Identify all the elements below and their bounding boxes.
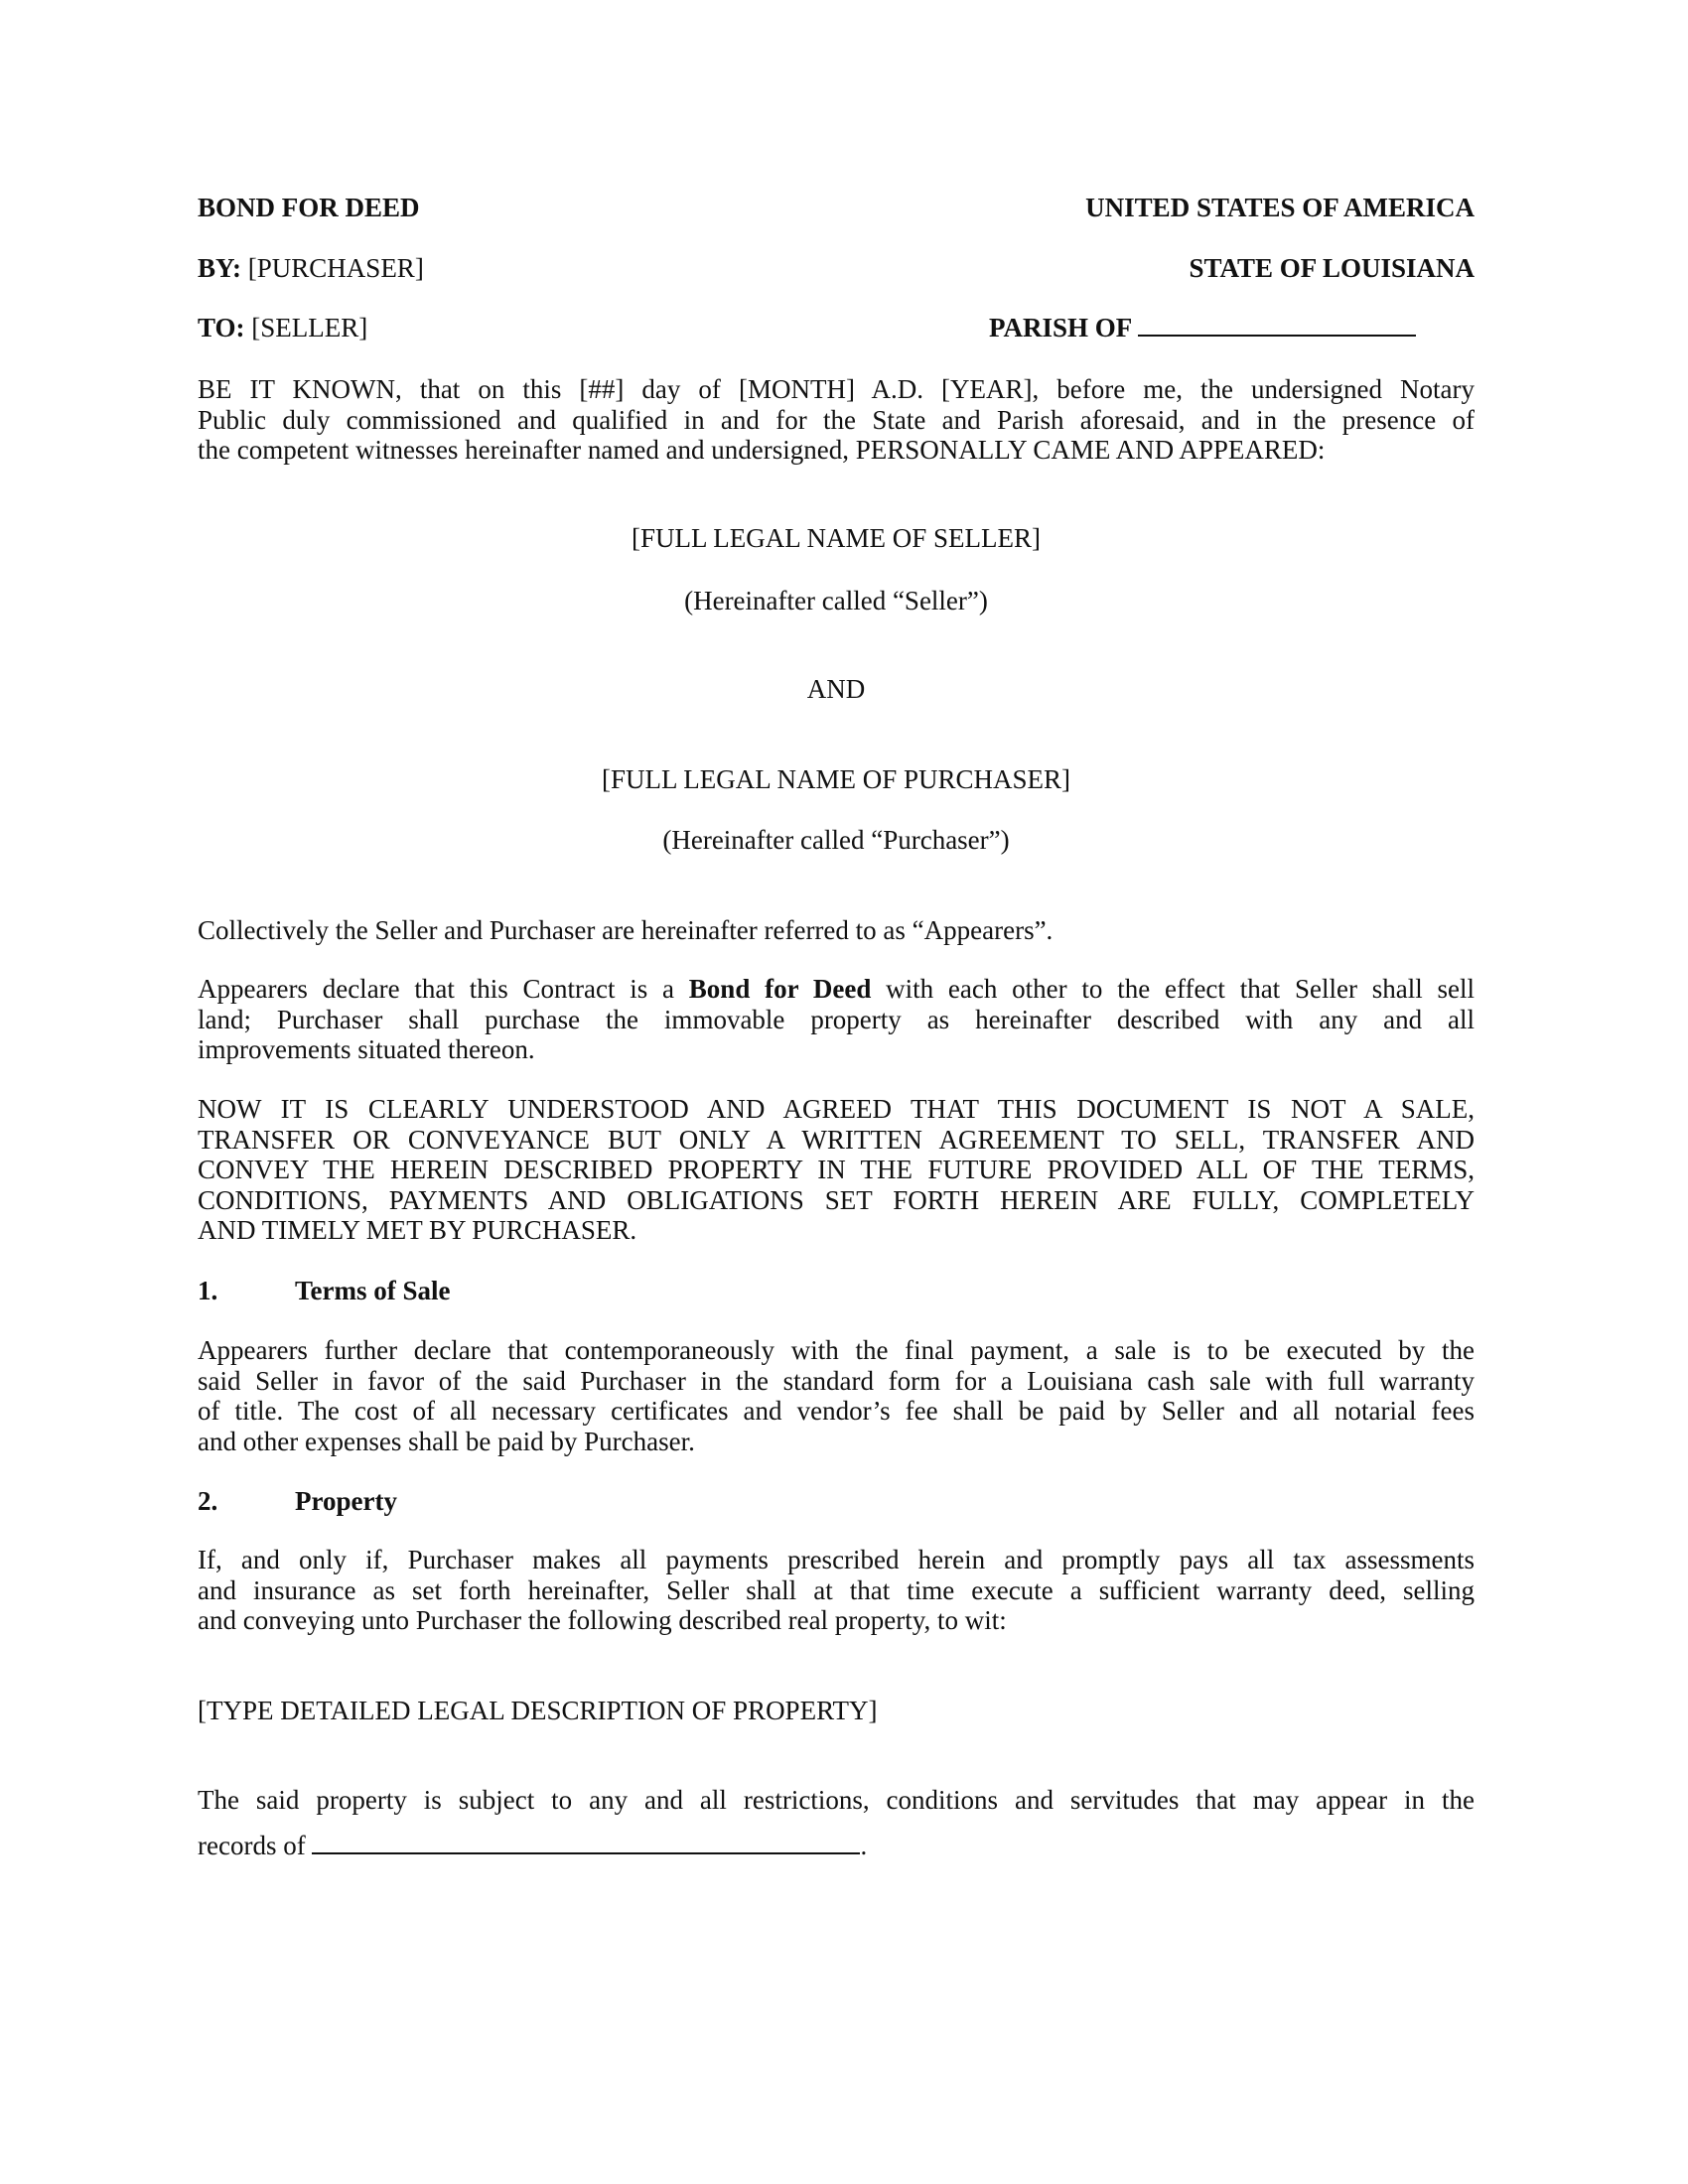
- property-description-placeholder: [TYPE DETAILED LEGAL DESCRIPTION OF PROPERTY]: [198, 1696, 878, 1725]
- section-line: Appearers further declare that contemporaneously with the final payment, a sale is to be executed by the: [198, 1335, 1475, 1365]
- parish-blank: [1138, 335, 1416, 337]
- records-label: records of: [198, 1831, 306, 1860]
- to-value: [SELLER]: [251, 313, 368, 342]
- to-line: [198, 313, 367, 343]
- purchaser-called: (Hereinafter called “Purchaser”): [662, 825, 1010, 855]
- records-period: .: [860, 1831, 868, 1860]
- section-number: 2.: [198, 1486, 218, 1516]
- intro-line: Public duly commissioned and qualified in and for the State and Parish aforesaid, and in the presence of: [198, 404, 1475, 435]
- declare-paragraph: [198, 974, 1475, 1065]
- section-line: said Seller in favor of the said Purchaser in the standard form for a Louisiana cash sale with full warranty: [198, 1365, 1475, 1396]
- section-line: and other expenses shall be paid by Purchaser.: [198, 1426, 695, 1456]
- by-value: [PURCHASER]: [247, 253, 424, 283]
- bond-for-deed-emphasis: Bond for Deed: [688, 974, 872, 1004]
- section-line: and insurance as set forth hereinafter, Seller shall at that time execute a sufficient warranty deed, selling: [198, 1574, 1475, 1605]
- section-number: 1.: [198, 1276, 218, 1305]
- state-heading: STATE OF LOUISIANA: [1189, 253, 1475, 283]
- declare-text: with each other to the effect that Seller shall sell: [886, 974, 1475, 1004]
- declare-line: improvements situated thereon.: [198, 1034, 535, 1064]
- intro-paragraph: [198, 374, 1475, 466]
- to-label: TO:: [198, 313, 245, 342]
- by-label: BY:: [198, 253, 242, 283]
- terms-of-sale-paragraph: [198, 1335, 1475, 1456]
- section-title-property: Property: [295, 1486, 397, 1516]
- document-title: BOND FOR DEED: [198, 193, 420, 222]
- section-title-terms-of-sale: Terms of Sale: [295, 1276, 451, 1305]
- property-paragraph: [198, 1545, 1475, 1636]
- restrictions-paragraph: [198, 1785, 1475, 1816]
- declare-line: [198, 974, 1475, 1005]
- declare-line: land; Purchaser shall purchase the immovable property as hereinafter described with any and all: [198, 1004, 1475, 1034]
- collectively-paragraph: Collectively the Seller and Purchaser are hereinafter referred to as “Appearers”.: [198, 915, 1054, 945]
- section-line: If, and only if, Purchaser makes all payments prescribed herein and promptly pays all tax assessments: [198, 1545, 1475, 1574]
- agreement-line: TRANSFER OR CONVEYANCE BUT ONLY A WRITTEN AGREEMENT TO SELL, TRANSFER AND: [198, 1124, 1475, 1155]
- agreement-paragraph: [198, 1094, 1475, 1246]
- records-blank: [312, 1852, 860, 1854]
- section-line: and conveying unto Purchaser the following described real property, to wit:: [198, 1605, 1007, 1635]
- agreement-line: AND TIMELY MET BY PURCHASER.: [198, 1215, 637, 1245]
- seller-name: [FULL LEGAL NAME OF SELLER]: [632, 523, 1041, 553]
- agreement-line: NOW IT IS CLEARLY UNDERSTOOD AND AGREED THAT THIS DOCUMENT IS NOT A SALE,: [198, 1094, 1475, 1124]
- parish-label: PARISH OF: [989, 313, 1132, 342]
- seller-called: (Hereinafter called “Seller”): [684, 586, 988, 615]
- declare-text: Appearers declare that this Contract is a: [198, 974, 675, 1004]
- parish-line: [989, 313, 1416, 343]
- and-separator: AND: [806, 674, 866, 704]
- section-line: of title. The cost of all necessary certificates and vendor’s fee shall be paid by Seller and all notarial fees: [198, 1396, 1475, 1426]
- restrictions-line: The said property is subject to any and all restrictions, conditions and servitudes that may appear in the: [198, 1785, 1475, 1815]
- agreement-line: CONDITIONS, PAYMENTS AND OBLIGATIONS SET FORTH HEREIN ARE FULLY, COMPLETELY: [198, 1184, 1475, 1215]
- by-line: [198, 253, 424, 284]
- intro-line: the competent witnesses hereinafter named and undersigned, PERSONALLY CAME AND APPEARED:: [198, 435, 1326, 465]
- purchaser-name: [FULL LEGAL NAME OF PURCHASER]: [601, 764, 1070, 794]
- intro-line: BE IT KNOWN, that on this [##] day of [MONTH] A.D. [YEAR], before me, the undersigned Notary: [198, 374, 1475, 404]
- records-line: [198, 1831, 867, 1861]
- country-heading: UNITED STATES OF AMERICA: [1085, 193, 1475, 222]
- agreement-line: CONVEY THE HEREIN DESCRIBED PROPERTY IN THE FUTURE PROVIDED ALL OF THE TERMS,: [198, 1155, 1475, 1184]
